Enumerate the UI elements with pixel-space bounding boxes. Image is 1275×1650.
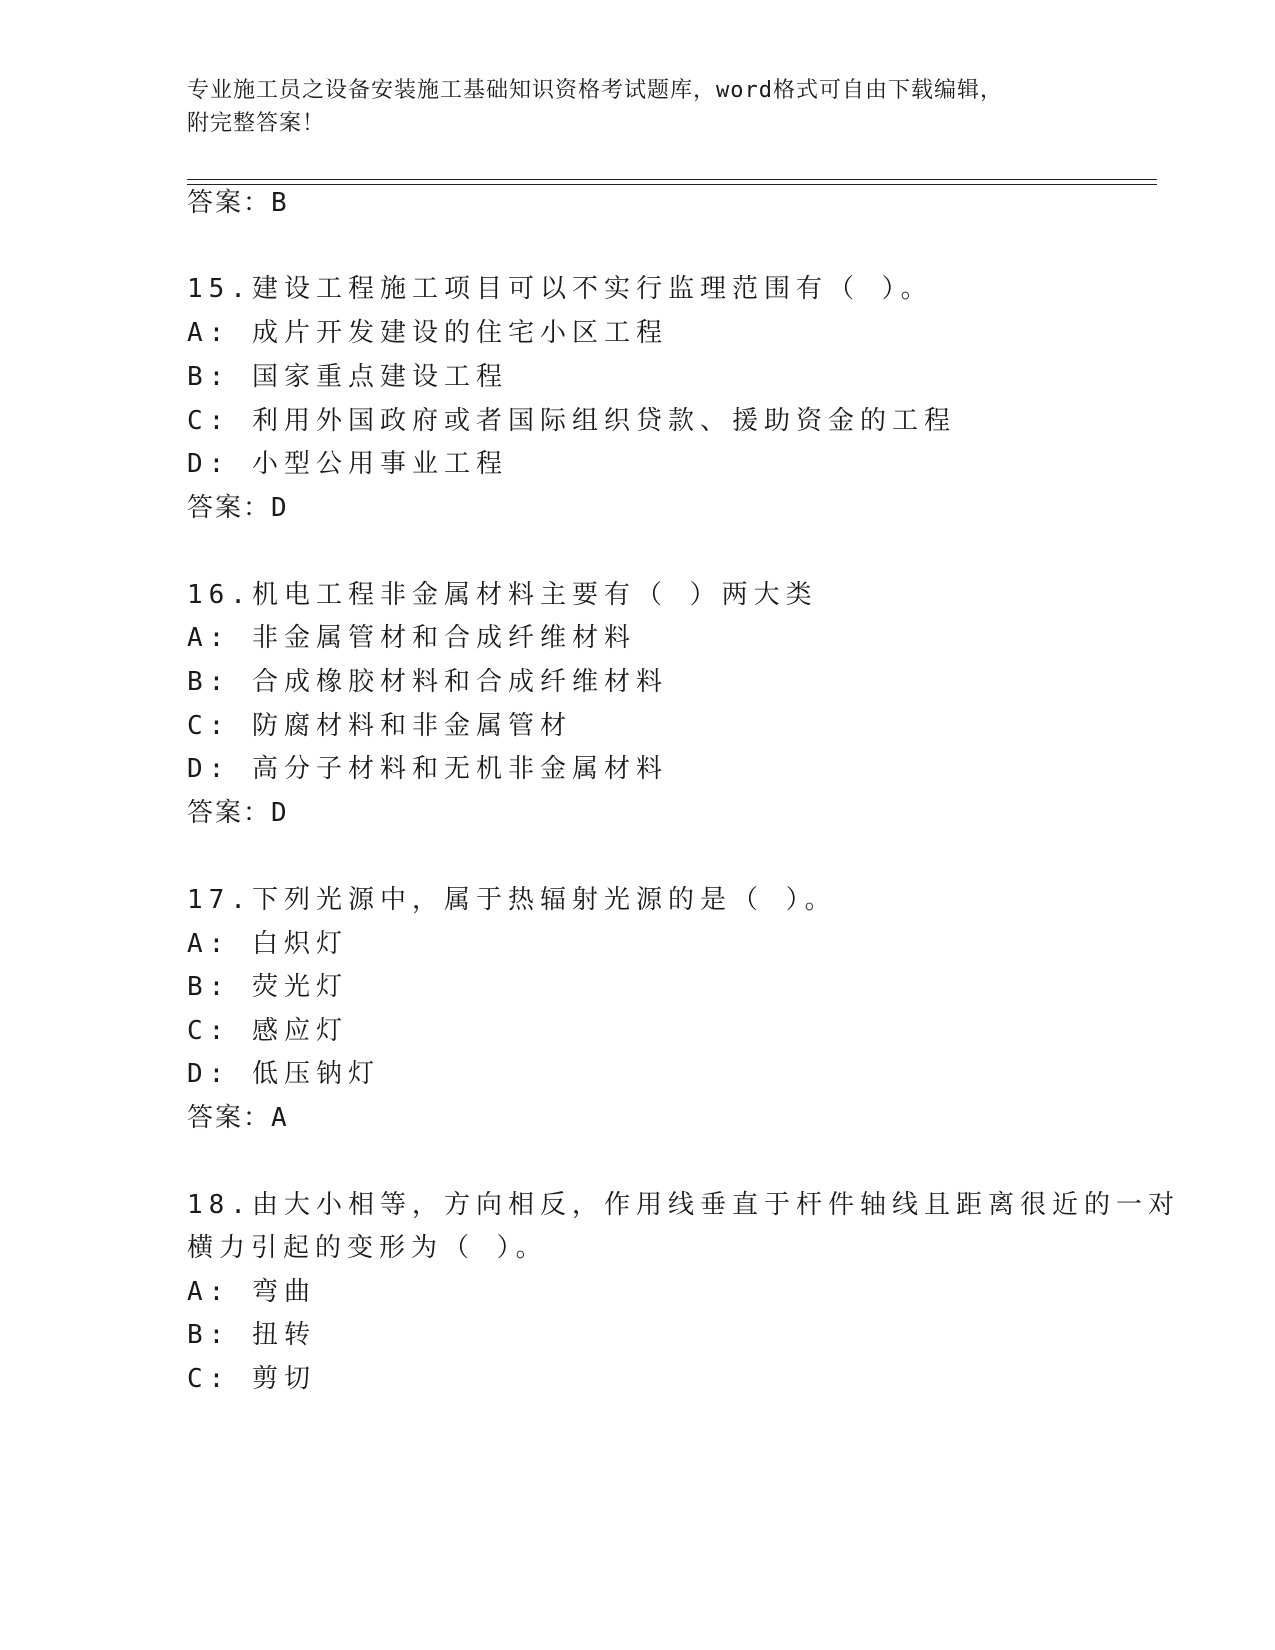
- question-18-stem-line-1: 18.由大小相等，方向相反，作用线垂直于杆件轴线且距离很近的一对: [187, 1190, 1180, 1220]
- header-divider-bottom: [187, 184, 1157, 185]
- question-17-option-b: B: 荧光灯: [187, 972, 348, 1002]
- question-18-option-a: A: 弯曲: [187, 1277, 316, 1307]
- header-line-2: 附完整答案！: [187, 111, 326, 136]
- question-17-option-a: A: 白炽灯: [187, 929, 348, 959]
- question-17-stem: 17.下列光源中，属于热辐射光源的是（ ）。: [187, 885, 837, 915]
- question-18-option-b: B: 扭转: [187, 1320, 316, 1350]
- question-16-option-b: B: 合成橡胶材料和合成纤维材料: [187, 667, 668, 697]
- document-page: [187, 0, 1180, 1650]
- question-17-option-c: C: 感应灯: [187, 1016, 348, 1046]
- previous-answer: 答案：B: [187, 188, 289, 218]
- question-18-stem-line-2: 横力引起的变形为（ ）。: [187, 1233, 548, 1263]
- question-17-answer: 答案：A: [187, 1103, 289, 1133]
- question-18-option-c: C: 剪切: [187, 1364, 316, 1394]
- question-15-option-d: D: 小型公用事业工程: [187, 449, 508, 479]
- question-16-option-c: C: 防腐材料和非金属管材: [187, 711, 572, 741]
- question-16-option-d: D: 高分子材料和无机非金属材料: [187, 754, 668, 784]
- question-15-option-a: A: 成片开发建设的住宅小区工程: [187, 318, 668, 348]
- question-15-option-b: B: 国家重点建设工程: [187, 362, 508, 392]
- question-15-stem: 15.建设工程施工项目可以不实行监理范围有（ ）。: [187, 274, 933, 304]
- question-15-answer: 答案：D: [187, 493, 289, 523]
- question-16-answer: 答案：D: [187, 798, 289, 828]
- header-divider-top: [187, 179, 1157, 180]
- header-line-1: 专业施工员之设备安装施工基础知识资格考试题库，word格式可自由下载编辑，: [187, 78, 1003, 103]
- question-15-option-c: C: 利用外国政府或者国际组织贷款、援助资金的工程: [187, 406, 956, 436]
- question-16-stem: 16.机电工程非金属材料主要有（ ）两大类: [187, 580, 818, 610]
- question-16-option-a: A: 非金属管材和合成纤维材料: [187, 623, 636, 653]
- question-17-option-d: D: 低压钠灯: [187, 1059, 380, 1089]
- document-header: [187, 74, 1087, 140]
